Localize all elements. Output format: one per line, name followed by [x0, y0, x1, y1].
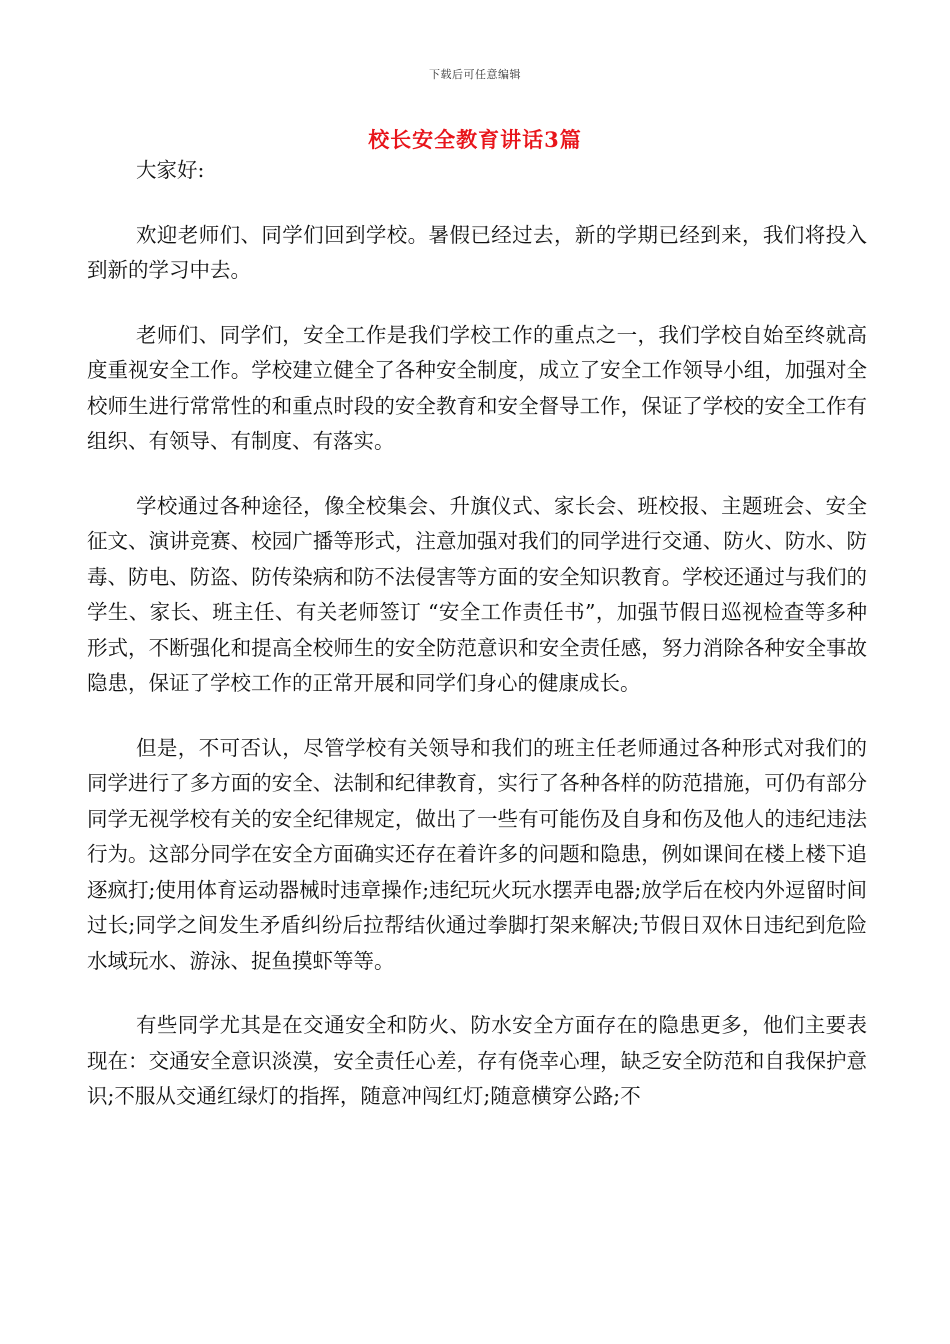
document-body [87, 150, 867, 1144]
paragraph-4: 但是，不可否认，尽管学校有关领导和我们的班主任老师通过各种形式对我们的同学进行了多方面的安全、法制和纪律教育，实行了各种各样的防范措施，可仍有部分同学无视学校有关的安全纪律规定，做出了一些有可能伤及自身和伤及他人的违纪违法行为。这部分同学在安全方面确实还存在着许多的问题和隐患，例如课间在楼上楼下追逐疯打;使用体育运动器械时违章操作;违纪玩火玩水摆弄电器;放学后在校内外逗留时间过长;同学之间发生矛盾纠纷后拉帮结伙通过拳脚打架来解决;节假日双休日违纪到危险水域玩水、游泳、捉鱼摸虾等等。 [87, 735, 867, 973]
paragraph-1: 欢迎老师们、同学们回到学校。暑假已经过去，新的学期已经到来，我们将投入到新的学习中去。 [87, 222, 867, 282]
paragraph-5: 有些同学尤其是在交通安全和防火、防水安全方面存在的隐患更多，他们主要表现在：交通安全意识淡漠，安全责任心差，存有侥幸心理，缺乏安全防范和自我保护意识;不服从交通红绿灯的指挥，随意冲闯红灯;随意横穿公路;不 [87, 1013, 867, 1108]
greeting: 大家好: [136, 158, 205, 182]
document-title: 校长安全教育讲话3篇 [368, 127, 582, 152]
header-note: 下载后可任意编辑 [429, 68, 521, 81]
paragraph-2: 老师们、同学们，安全工作是我们学校工作的重点之一，我们学校自始至终就高度重视安全工作。学校建立健全了各种安全制度，成立了安全工作领导小组，加强对全校师生进行常常性的和重点时段的安全教育和安全督导工作，保证了学校的安全工作有组织、有领导、有制度、有落实。 [87, 322, 867, 453]
paragraph-3: 学校通过各种途径，像全校集会、升旗仪式、家长会、班校报、主题班会、安全征文、演讲竞赛、校园广播等形式，注意加强对我们的同学进行交通、防火、防水、防毒、防电、防盗、防传染病和防不法侵害等方面的安全知识教育。学校还通过与我们的学生、家长、班主任、有关老师签订 “安全工作责任书”，加强节假日巡视检查等多种形式，不断强化和提高全校师生的安全防范意识和安全责任感，努力消除各种安全事故隐患，保证了学校工作的正常开展和同学们身心的健康成长。 [87, 493, 867, 695]
